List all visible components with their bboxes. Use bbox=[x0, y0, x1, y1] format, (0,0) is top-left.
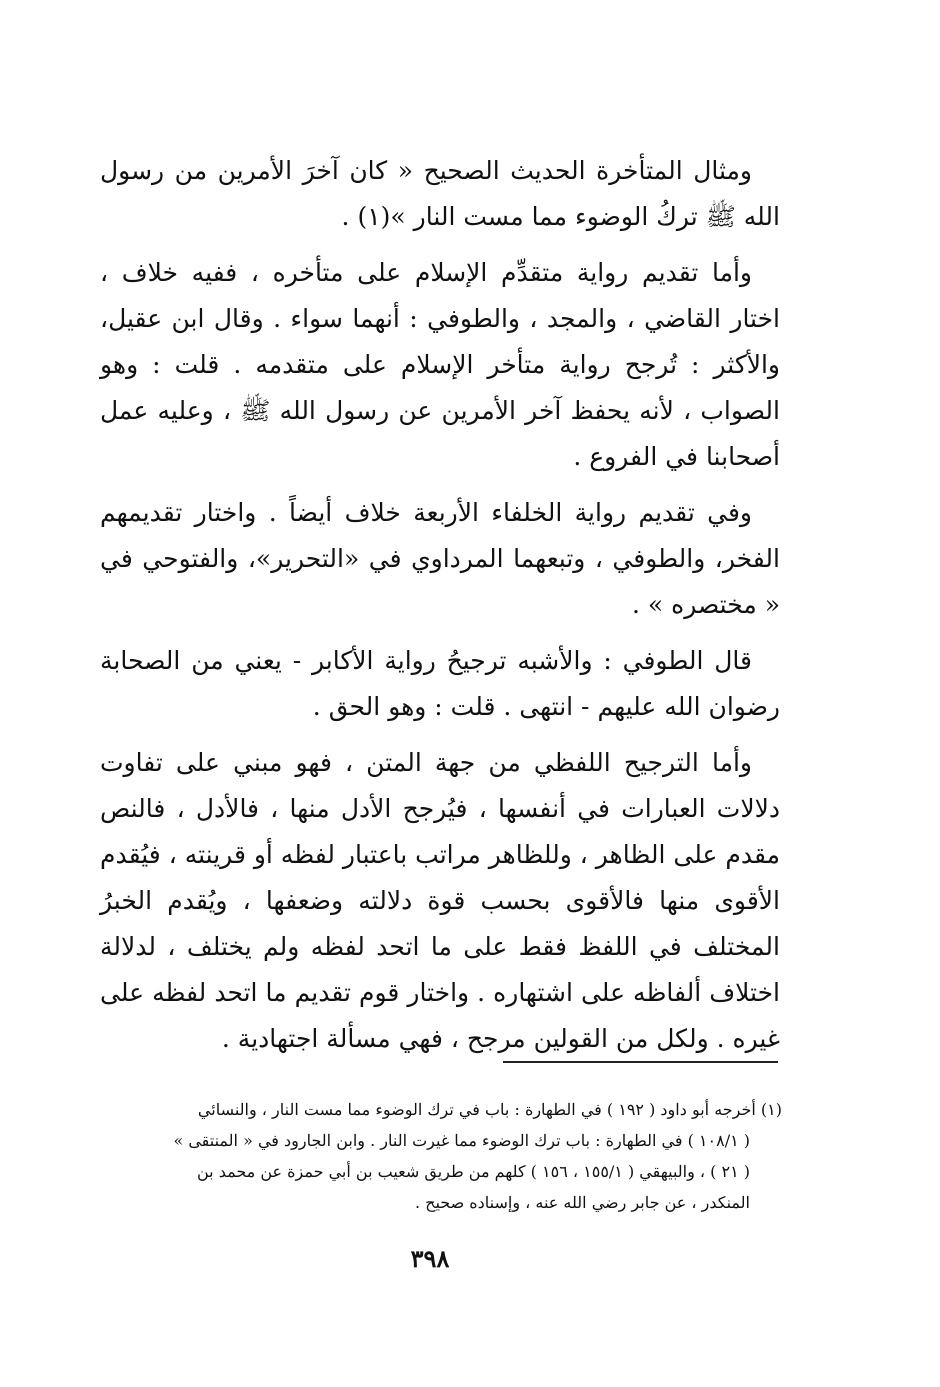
footnote-line: ( ١٠٨/١ ) في الطهارة : باب ترك الوضوء مما غيرت النار . وابن الجارود في « المنتقى » bbox=[173, 1131, 750, 1150]
paragraph-5: وأما الترجيح اللفظي من جهة المتن ، فهو مبني على تفاوت دلالات العبارات في أنفسها ، فيُرجح الأدل منها ، فالأدل ، فالنص مقدم على الظاهر ، وللظاهر مراتب باعتبار لفظه أو قرينته ، فيُقدم الأقوى منها فالأقوى بحسب قوة دلالته وضعفها ، ويُقدم الخبرُ المختلف في اللفظ فقط على ما اتحد لفظه ولم يختلف ، لدلالة اختلاف ألفاظه على اشتهاره . واختار قوم تقديم ما اتحد لفظه على غيره . ولكل من القولين مرجح ، فهي مسألة اجتهادية . bbox=[100, 748, 780, 1053]
page-number: ٣٩٨ bbox=[410, 1244, 450, 1273]
paragraph-4: قال الطوفي : والأشبه ترجيحُ رواية الأكابر - يعني من الصحابة رضوان الله عليهم - انتهى . قلت : وهو الحق . bbox=[100, 646, 780, 721]
paragraph-2: وأما تقديم رواية متقدِّم الإسلام على متأخره ، ففيه خلاف ، اختار القاضي ، والمجد ، والطوفي : أنهما سواء . وقال ابن عقيل، والأكثر : تُرجح رواية متأخر الإسلام على متقدمه . قلت : وهو الصواب ، لأنه يحفظ آخر الأمرين عن رسول الله ﷺ ، وعليه عمل أصحابنا في الفروع . bbox=[100, 258, 780, 471]
footnote-line: ( ٢١ ) ، والبيهقي ( ١٥٥/١ ، ١٥٦ ) كلهم من طريق شعيب بن أبي حمزة عن محمد بن bbox=[196, 1162, 750, 1181]
paragraph-3: وفي تقديم رواية الخلفاء الأربعة خلاف أيضاً . واختار تقديمهم الفخر، والطوفي ، وتبعهما المرداوي في «التحرير»، والفتوحي في « مختصره » . bbox=[100, 498, 780, 619]
footnotes bbox=[100, 1094, 782, 1218]
main-text bbox=[100, 148, 780, 1072]
footnote-line: (١) أخرجه أبو داود ( ١٩٢ ) في الطهارة : باب في ترك الوضوء مما مست النار ، والنسائي bbox=[197, 1100, 782, 1119]
footnote-divider bbox=[503, 1061, 778, 1063]
footnote-line: المنكدر ، عن جابر رضي الله عنه ، وإسناده صحيح . bbox=[414, 1193, 750, 1212]
paragraph-1: ومثال المتأخرة الحديث الصحيح « كان آخرَ الأمرين من رسول الله ﷺ تركُ الوضوء مما مست النار »(١) . bbox=[100, 156, 780, 231]
